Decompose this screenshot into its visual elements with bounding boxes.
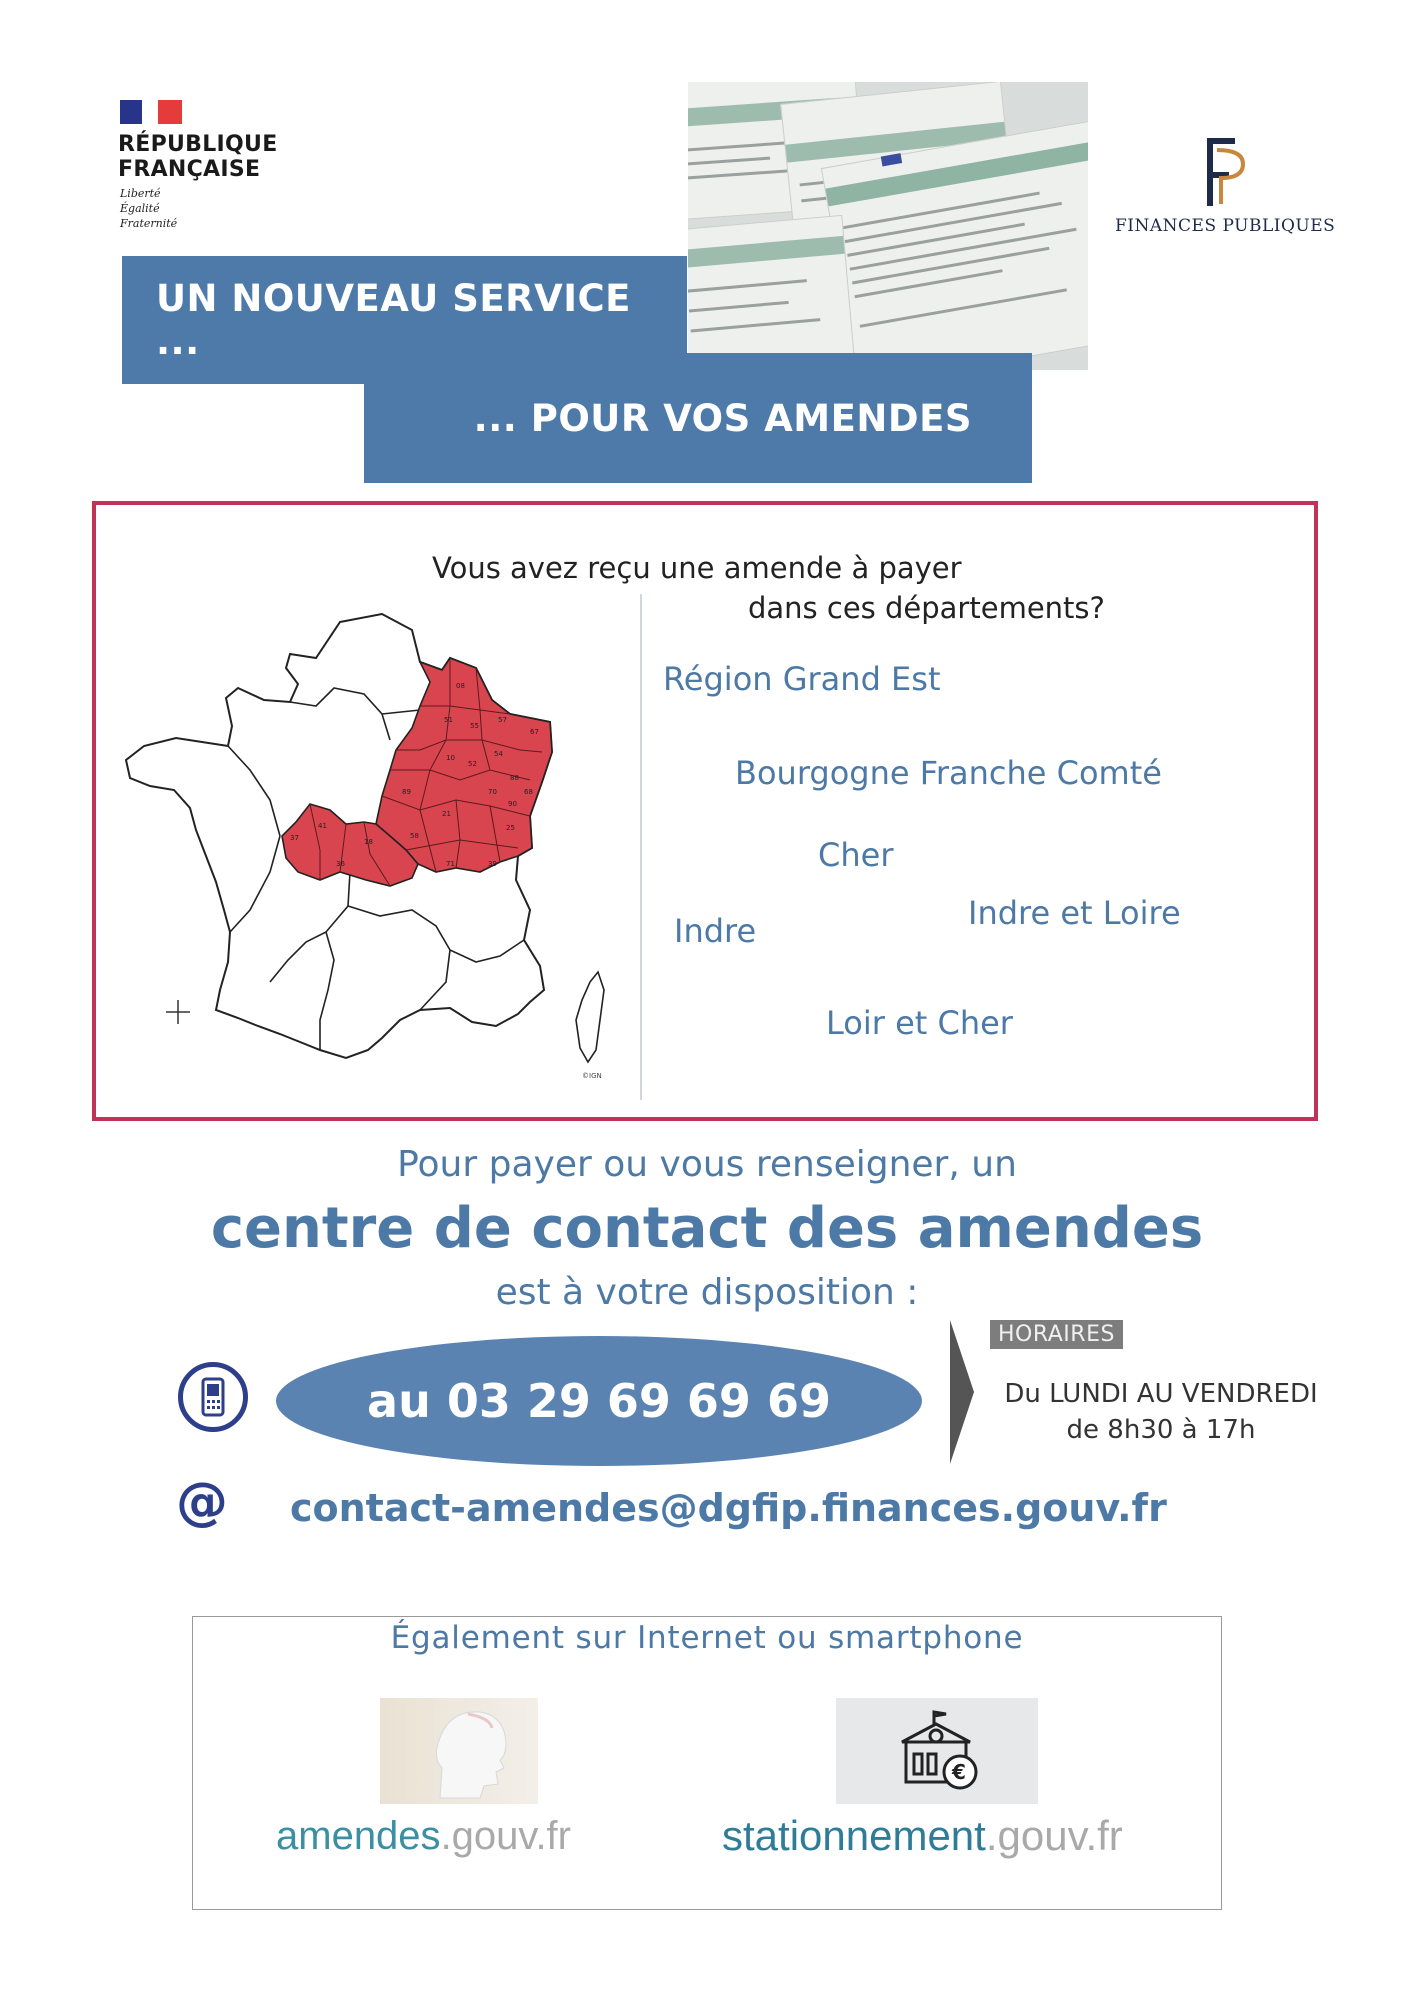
republique-francaise-name bbox=[118, 132, 278, 182]
svg-text:58: 58 bbox=[410, 832, 419, 840]
contact-email[interactable]: contact-amendes@dgfip.finances.gouv.fr bbox=[290, 1486, 1167, 1530]
internet-box bbox=[192, 1616, 1222, 1910]
hours-times: de 8h30 à 17h bbox=[1066, 1415, 1256, 1445]
svg-text:41: 41 bbox=[318, 822, 327, 830]
republic-motto bbox=[120, 186, 177, 231]
hours-arrow bbox=[950, 1320, 974, 1464]
svg-text:88: 88 bbox=[510, 774, 519, 782]
question-line1: Vous avez reçu une amende à payer bbox=[432, 551, 962, 585]
svg-text:90: 90 bbox=[508, 800, 517, 808]
svg-text:39: 39 bbox=[488, 860, 497, 868]
svg-text:71: 71 bbox=[446, 860, 455, 868]
email-at-icon: @ bbox=[176, 1472, 228, 1532]
svg-text:54: 54 bbox=[494, 750, 503, 758]
town-hall-euro-image bbox=[836, 1698, 1038, 1804]
svg-text:57: 57 bbox=[498, 716, 507, 724]
svg-text:55: 55 bbox=[470, 722, 479, 730]
svg-text:51: 51 bbox=[444, 716, 453, 724]
svg-text:89: 89 bbox=[402, 788, 411, 796]
phone-number[interactable]: au 03 29 69 69 69 bbox=[276, 1336, 922, 1466]
svg-text:67: 67 bbox=[530, 728, 539, 736]
finances-publiques-logo bbox=[1185, 132, 1245, 212]
stationnement-gouv-link[interactable] bbox=[722, 1812, 1123, 1860]
banner-your-fines: ... POUR VOS AMENDES bbox=[364, 353, 1032, 483]
svg-text:10: 10 bbox=[446, 754, 455, 762]
hours-label: HORAIRES bbox=[990, 1320, 1123, 1349]
marianne-logo bbox=[120, 100, 182, 124]
question-line2: dans ces départements? bbox=[748, 591, 1105, 625]
department-indre: Indre bbox=[674, 912, 757, 950]
motto-egalite: Égalité bbox=[120, 202, 160, 215]
svg-text:36: 36 bbox=[336, 860, 345, 868]
finances-publiques-label: FINANCES PUBLIQUES bbox=[1115, 216, 1336, 236]
map-credit: ©IGN bbox=[582, 1072, 602, 1080]
mobile-phone-icon bbox=[178, 1362, 248, 1432]
stationnement-site-suffix: .gouv.fr bbox=[985, 1812, 1123, 1859]
svg-text:08: 08 bbox=[456, 682, 465, 690]
amendes-site-main: amendes bbox=[276, 1814, 441, 1858]
france-map bbox=[120, 610, 640, 1090]
rf-name-line2: FRANÇAISE bbox=[118, 157, 261, 182]
marianne-profile-image bbox=[380, 1698, 538, 1804]
department-cher: Cher bbox=[818, 836, 894, 874]
department-indre-et-loire: Indre et Loire bbox=[968, 894, 1181, 932]
rf-name-line1: RÉPUBLIQUE bbox=[118, 132, 278, 157]
svg-text:70: 70 bbox=[488, 788, 497, 796]
motto-liberte: Liberté bbox=[120, 187, 161, 200]
opening-hours bbox=[986, 1376, 1336, 1448]
contact-availability: est à votre disposition : bbox=[495, 1272, 919, 1313]
fine-notices-photo bbox=[688, 82, 1088, 370]
contact-intro: Pour payer ou vous renseigner, un bbox=[397, 1144, 1017, 1185]
stationnement-site-main: stationnement bbox=[722, 1812, 986, 1859]
svg-text:21: 21 bbox=[442, 810, 451, 818]
hours-days: Du LUNDI AU VENDREDI bbox=[1004, 1379, 1318, 1409]
amendes-gouv-link[interactable] bbox=[276, 1814, 571, 1859]
contact-center-title: centre de contact des amendes bbox=[210, 1196, 1204, 1261]
svg-text:68: 68 bbox=[524, 788, 533, 796]
department-loir-et-cher: Loir et Cher bbox=[826, 1004, 1013, 1042]
banner-new-service: UN NOUVEAU SERVICE ... bbox=[122, 256, 687, 384]
internet-title: Également sur Internet ou smartphone bbox=[390, 1620, 1024, 1656]
box-divider bbox=[640, 594, 642, 1100]
motto-fraternite: Fraternité bbox=[120, 217, 178, 230]
svg-text:18: 18 bbox=[364, 838, 373, 846]
svg-text:37: 37 bbox=[290, 834, 299, 842]
amendes-site-suffix: .gouv.fr bbox=[440, 1814, 571, 1858]
svg-text:€: € bbox=[952, 1760, 966, 1784]
region-bourgogne-franche-comte: Bourgogne Franche Comté bbox=[735, 754, 1162, 792]
svg-text:52: 52 bbox=[468, 760, 477, 768]
region-grand-est: Région Grand Est bbox=[663, 660, 941, 698]
svg-text:25: 25 bbox=[506, 824, 515, 832]
